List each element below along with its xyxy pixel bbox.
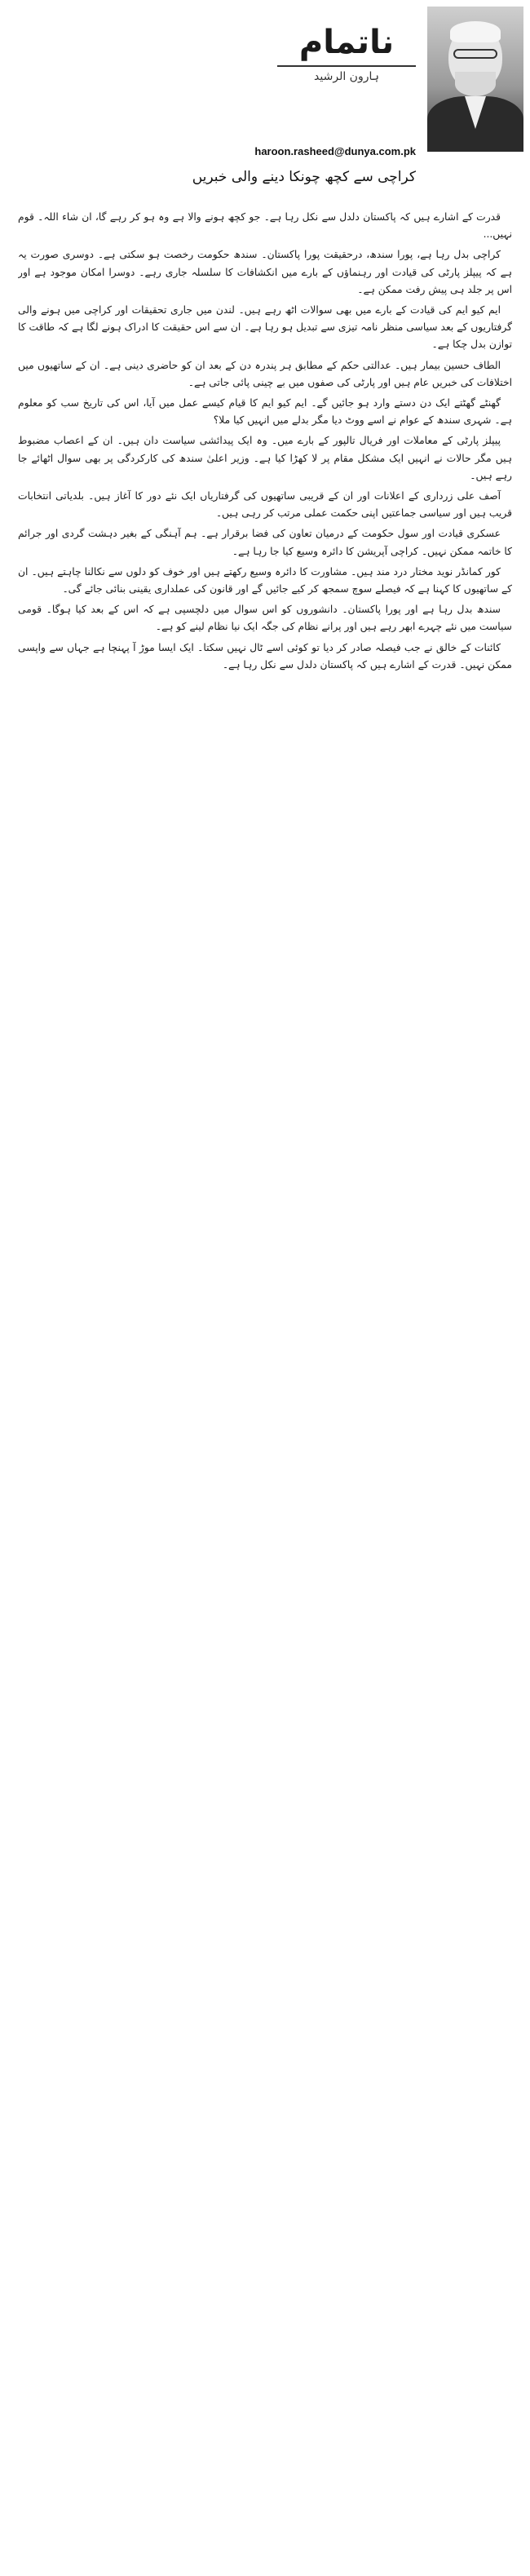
article-paragraph: کور کمانڈر نوید مختار درد مند ہیں۔ مشاورت کا دائرہ وسیع رکھتے ہیں اور خوف کو دلوں سے نکالنا چاہتے ہیں۔ ان کے ساتھیوں کا کہنا ہے کہ فیصلے سوچ سمجھ کر کیے جائیں گے اور قانون کی عملداری یقینی بنائی جائے گی۔ (18, 565, 512, 595)
author-email[interactable]: haroon.rasheed@dunya.com.pk (254, 145, 416, 157)
author-name: ہارون الرشید (314, 70, 379, 83)
article-headline: کراچی سے کچھ چونکا دینے والی خبریں (192, 169, 416, 185)
article-paragraph: ایم کیو ایم کی قیادت کے بارے میں بھی سوالات اٹھ رہے ہیں۔ لندن میں جاری تحقیقات اور کراچی میں ہونے والی گرفتاریوں کے بعد سیاسی منظر نامہ تیزی سے تبدیل ہو رہا ہے۔ ان سے اس حقیقت کا ادراک ہونے لگا ہے کہ طاقت کا توازن بدل چکا ہے۔ (18, 304, 512, 351)
article-paragraph: قدرت کے اشارے ہیں کہ پاکستان دلدل سے نکل رہا ہے۔ جو کچھ ہونے والا ہے وہ ہو کر رہے گا، ان شاء اللہ۔ قوم نہیں... (18, 211, 512, 241)
column-masthead (277, 24, 416, 83)
article-paragraph: عسکری قیادت اور سول حکومت کے درمیان تعاون کی فضا برقرار ہے۔ ہم آہنگی کے بغیر دہشت گردی اور جرائم کا خاتمہ ممکن نہیں۔ کراچی آپریشن کا دائرہ وسیع کیا جا رہا ہے۔ (18, 528, 512, 557)
article-paragraph: کائنات کے خالق نے جب فیصلہ صادر کر دیا تو کوئی اسے ٹال نہیں سکتا۔ ایک ایسا موڑ آ پہنچا ہے جہاں سے واپسی ممکن نہیں۔ قدرت کے اشارے ہیں کہ پاکستان دلدل سے نکل رہا ہے۔ (18, 641, 512, 671)
masthead-divider (277, 65, 416, 67)
article-paragraph: کراچی بدل رہا ہے، پورا سندھ، درحقیقت پورا پاکستان۔ سندھ حکومت رخصت ہو سکتی ہے۔ دوسری صورت یہ ہے کہ پیپلز پارٹی کی قیادت اور رہنماؤں کے بارے میں انکشافات کا سلسلہ جاری رہے۔ دوسرا امکان موجود ہے اور اس پر جلد ہی پیش رفت ممکن ہے۔ (18, 249, 512, 295)
author-photo (427, 7, 523, 152)
article-paragraph: آصف علی زرداری کے اعلانات اور ان کے قریبی ساتھیوں کی گرفتاریاں ایک نئے دور کا آغاز ہیں۔ بلدیاتی انتخابات قریب ہیں اور سیاسی جماعتیں اپنی حکمت عملی مرتب کر رہی ہیں۔ (18, 490, 512, 520)
article-paragraph: پیپلز پارٹی کے معاملات اور فریال تالپور کے بارے میں۔ وہ ایک پیدائشی سیاست دان ہیں۔ ان کے اعصاب مضبوط ہیں مگر حالات نے انہیں ایک مشکل مقام پر لا کھڑا کیا ہے۔ وزیر اعلیٰ سندھ کی کارکردگی پر بھی سوال اٹھائے جا رہے ہیں۔ (18, 435, 512, 481)
article-paragraph: سندھ بدل رہا ہے اور پورا پاکستان۔ دانشوروں کو اس سوال میں دلچسپی ہے کہ اس کے بعد کیا ہوگا۔ قومی سیاست میں نئے چہرے ابھر رہے ہیں اور پرانے نظام کی جگہ ایک نیا نظام لینے کو ہے۔ (18, 604, 512, 633)
article-paragraph: الطاف حسین بیمار ہیں۔ عدالتی حکم کے مطابق ہر پندرہ دن کے بعد ان کو حاضری دینی ہے۔ ان کے ساتھیوں میں اختلافات کی خبریں عام ہیں اور پارٹی کی صفوں میں بے چینی پائی جاتی ہے۔ (18, 359, 512, 388)
article-paragraph: گھنٹے گھٹتے ایک دن دستے وارد ہو جائیں گے۔ ایم کیو ایم کا قیام کیسے عمل میں آیا، اس کی تاریخ سب کو معلوم ہے۔ شہری سندھ کے عوام نے اسے ووٹ دیا مگر بدلے میں انہیں کیا ملا؟ (18, 397, 512, 427)
article-body (18, 209, 512, 2558)
column-name: ناتمام (298, 24, 395, 61)
column-header (0, 0, 530, 188)
